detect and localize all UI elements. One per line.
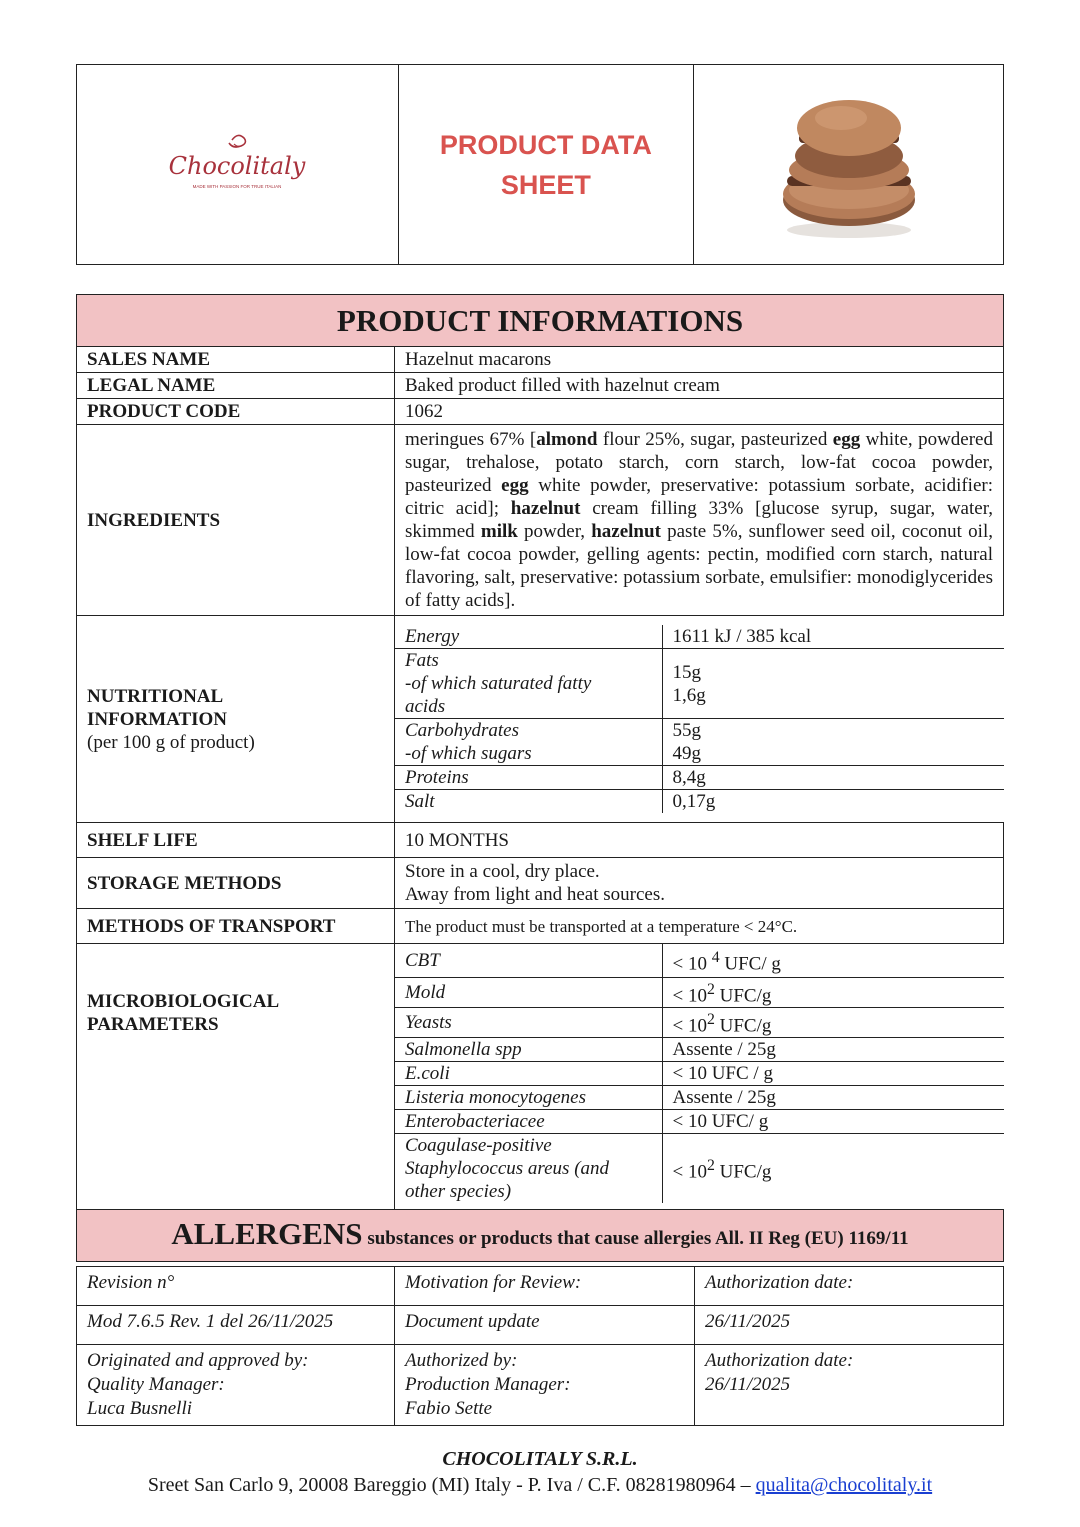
- cbt-exponent: 4: [711, 948, 720, 966]
- yeasts-key: Yeasts: [395, 1007, 662, 1037]
- macaron-image: [749, 72, 949, 252]
- ingredient-text: paste 5%, sunflower seed oil, coconut oil, low-fat cocoa powder, gelling agents: pectin, modified corn starch, natural flavoring, salt, preservative: potassium sorbate, emulsifier: monodiglycerides of fatty acids].: [405, 521, 993, 611]
- ingredient-text: meringues 67% [: [405, 429, 537, 450]
- product-code-label: PRODUCT CODE: [77, 399, 395, 425]
- authorized-by-label: Authorized by:: [405, 1350, 518, 1371]
- title-cell: [398, 65, 694, 265]
- chocolitaly-logo: [162, 122, 312, 202]
- salt-key: Salt: [395, 790, 662, 814]
- nutrition-label-2: INFORMATION: [87, 708, 228, 730]
- storage-line-1: Store in a cool, dry place.: [405, 861, 600, 882]
- nutrition-subtable: [395, 625, 1004, 813]
- nutrition-values: [395, 616, 1004, 823]
- micro-label-1: MICROBIOLOGICAL: [87, 991, 280, 1012]
- carbs-key-1: Carbohydrates: [405, 720, 519, 741]
- micro-row: [395, 1110, 1004, 1134]
- staph-value-base: < 10: [672, 1161, 707, 1183]
- fats-key: [395, 649, 662, 719]
- ingredients-value: [395, 425, 1004, 616]
- salt-value: 0,17g: [672, 791, 716, 812]
- proteins-key: Proteins: [395, 766, 662, 790]
- nutrition-label: [77, 616, 395, 823]
- listeria-key: Listeria monocytogenes: [395, 1086, 662, 1110]
- sales-name-value: Hazelnut macarons: [395, 347, 1004, 373]
- staph-key-1: Coagulase-positive: [405, 1135, 552, 1157]
- doc-title-line1: PRODUCT DATA: [439, 129, 652, 160]
- ingredient-allergen: egg: [501, 475, 529, 496]
- carbs-key: [395, 719, 662, 766]
- mold-value-base: < 10: [672, 984, 707, 1006]
- product-info-table: [76, 294, 1004, 1262]
- nutrition-row: [395, 719, 1004, 766]
- mold-exponent: 2: [706, 980, 715, 998]
- rev-header-revision: Revision n°: [77, 1267, 395, 1306]
- nutrition-label-3: (per 100 g of product): [87, 731, 255, 753]
- nutrition-row: [395, 625, 1004, 649]
- production-manager-name: Fabio Sette: [405, 1398, 493, 1419]
- micro-label: [77, 944, 395, 1210]
- ecoli-value: < 10 UFC / g: [662, 1062, 1004, 1086]
- rev-date-value: 26/11/2025: [695, 1306, 1004, 1345]
- ingredient-allergen: milk: [480, 521, 518, 542]
- proteins-value: 8,4g: [662, 766, 1004, 790]
- micro-values: [395, 944, 1004, 1210]
- ingredient-allergen: egg: [832, 429, 861, 450]
- ingredient-text: flour 25%, sugar, pasteurized: [597, 429, 833, 450]
- ingredient-text: powder,: [517, 521, 592, 542]
- fats-value: [662, 649, 1004, 719]
- staph-key: [395, 1134, 662, 1204]
- doc-title-line2: SHEET: [500, 169, 591, 200]
- staph-exponent: 2: [706, 1156, 715, 1174]
- section-title: PRODUCT INFORMATIONS: [77, 295, 1004, 347]
- energy-value: 1611 kJ / 385 kcal: [662, 625, 1004, 649]
- fats-key-1: Fats: [405, 650, 439, 671]
- yeasts-value-base: < 10: [672, 1015, 707, 1037]
- authorization-date: [695, 1345, 1004, 1426]
- allergens-subtitle: substances or products that cause allergies All. II Reg (EU) 1169/11: [362, 1227, 909, 1249]
- storage-line-2: Away from light and heat sources.: [405, 884, 665, 905]
- entero-value: < 10 UFC/ g: [662, 1110, 1004, 1134]
- authorized-by: [395, 1345, 695, 1426]
- mold-value: [662, 977, 1004, 1007]
- ingredient-text: white powder, preservative: potassium sorbate, acidifier: citric acid];: [405, 475, 993, 519]
- staph-key-3: other species): [405, 1181, 512, 1203]
- rev-revision-value: Mod 7.6.5 Rev. 1 del 26/11/2025: [77, 1306, 395, 1345]
- micro-row: [395, 1007, 1004, 1037]
- micro-row: [395, 1086, 1004, 1110]
- staph-value: [662, 1134, 1004, 1204]
- salmonella-key: Salmonella spp: [395, 1038, 662, 1062]
- transport-label: METHODS OF TRANSPORT: [77, 909, 395, 944]
- cbt-value-unit: UFC/ g: [719, 952, 781, 974]
- authorization-date-value: 26/11/2025: [705, 1374, 791, 1395]
- cbt-value: [662, 944, 1004, 977]
- footer-address-line: [0, 1472, 1080, 1498]
- allergens-title: ALLERGENS: [171, 1215, 363, 1251]
- salmonella-value: Assente / 25g: [662, 1038, 1004, 1062]
- staph-value-unit: UFC/g: [714, 1161, 772, 1183]
- ingredient-allergen: almond: [536, 429, 598, 450]
- micro-row: [395, 1134, 1004, 1204]
- rev-header-motivation: Motivation for Review:: [395, 1267, 695, 1306]
- yeasts-value-unit: UFC/g: [714, 1015, 772, 1037]
- micro-label-2: PARAMETERS: [87, 1014, 219, 1035]
- ingredient-text: white, powdered sugar, trehalose, potato starch, corn starch, low-fat cocoa powder, pasteurized: [405, 429, 993, 496]
- footer: [0, 1446, 1080, 1498]
- production-manager-label: Production Manager:: [405, 1374, 571, 1395]
- nutrition-row: [395, 766, 1004, 790]
- micro-row: [395, 944, 1004, 977]
- mold-key: Mold: [395, 977, 662, 1007]
- carbs-value-2: 49g: [672, 743, 701, 764]
- storage-label: STORAGE METHODS: [77, 858, 395, 909]
- logo-text: Chocolitaly: [168, 152, 306, 180]
- yeasts-value: [662, 1007, 1004, 1037]
- logo-cell: [77, 65, 399, 265]
- legal-name-value: Baked product filled with hazelnut cream: [395, 373, 1004, 399]
- rev-header-date: Authorization date:: [695, 1267, 1004, 1306]
- ingredients-label: INGREDIENTS: [77, 425, 395, 616]
- rev-motivation-value: Document update: [395, 1306, 695, 1345]
- header-table: [76, 64, 1004, 265]
- shelf-life-value: 10 MONTHS: [395, 823, 1004, 858]
- shelf-life-label: SHELF LIFE: [77, 823, 395, 858]
- energy-key: Energy: [395, 625, 662, 649]
- authorization-date-label: Authorization date:: [705, 1350, 854, 1371]
- storage-value: [395, 858, 1004, 909]
- allergens-band: [77, 1210, 1004, 1262]
- nutrition-row: [395, 790, 1004, 814]
- ecoli-key: E.coli: [395, 1062, 662, 1086]
- cbt-key: CBT: [395, 944, 662, 977]
- fats-value-1: 15g: [672, 661, 701, 683]
- fats-key-3: acids: [405, 696, 446, 717]
- product-image-cell: [694, 65, 1004, 265]
- micro-row: [395, 1062, 1004, 1086]
- ingredient-allergen: hazelnut: [591, 521, 661, 542]
- logo-tagline: MADE WITH PASSION FOR TRUE ITALIAN: [192, 184, 282, 189]
- yeasts-exponent: 2: [706, 1010, 715, 1028]
- mold-value-unit: UFC/g: [714, 984, 772, 1006]
- revision-table: [76, 1266, 1004, 1426]
- carbs-value: [662, 719, 1004, 766]
- entero-key: Enterobacteriacee: [395, 1110, 662, 1134]
- fats-value-2: 1,6g: [672, 684, 706, 706]
- micro-subtable: [395, 944, 1004, 1203]
- quality-manager-name: Luca Busnelli: [87, 1398, 193, 1419]
- cbt-value-base: < 10: [672, 952, 712, 974]
- ingredient-text: cream filling 33% [glucose syrup, sugar, water, skimmed: [405, 498, 994, 542]
- sales-name-label: SALES NAME: [77, 347, 395, 373]
- micro-row: [395, 1038, 1004, 1062]
- carbs-key-2: -of which sugars: [405, 743, 532, 764]
- nutrition-label-1: NUTRITIONAL: [87, 685, 224, 707]
- legal-name-label: LEGAL NAME: [77, 373, 395, 399]
- footer-address: Sreet San Carlo 9, 20008 Bareggio (MI) Italy - P. Iva / C.F. 08281980964 –: [147, 1474, 756, 1496]
- ingredient-allergen: hazelnut: [510, 498, 581, 519]
- transport-value: The product must be transported at a temperature < 24°C.: [395, 909, 1004, 944]
- footer-email-link[interactable]: qualita@chocolitaly.it: [755, 1474, 933, 1496]
- micro-row: [395, 977, 1004, 1007]
- staph-key-2: Staphylococcus areus (and: [405, 1158, 610, 1180]
- originated-by: [77, 1345, 395, 1426]
- nutrition-row: [395, 649, 1004, 719]
- listeria-value: Assente / 25g: [662, 1086, 1004, 1110]
- quality-manager-label: Quality Manager:: [87, 1374, 225, 1395]
- carbs-value-1: 55g: [672, 720, 701, 741]
- fats-key-2: -of which saturated fatty: [405, 673, 592, 694]
- product-code-value: 1062: [395, 399, 1004, 425]
- footer-company: CHOCOLITALY S.R.L.: [442, 1448, 638, 1470]
- originated-by-label: Originated and approved by:: [87, 1350, 309, 1371]
